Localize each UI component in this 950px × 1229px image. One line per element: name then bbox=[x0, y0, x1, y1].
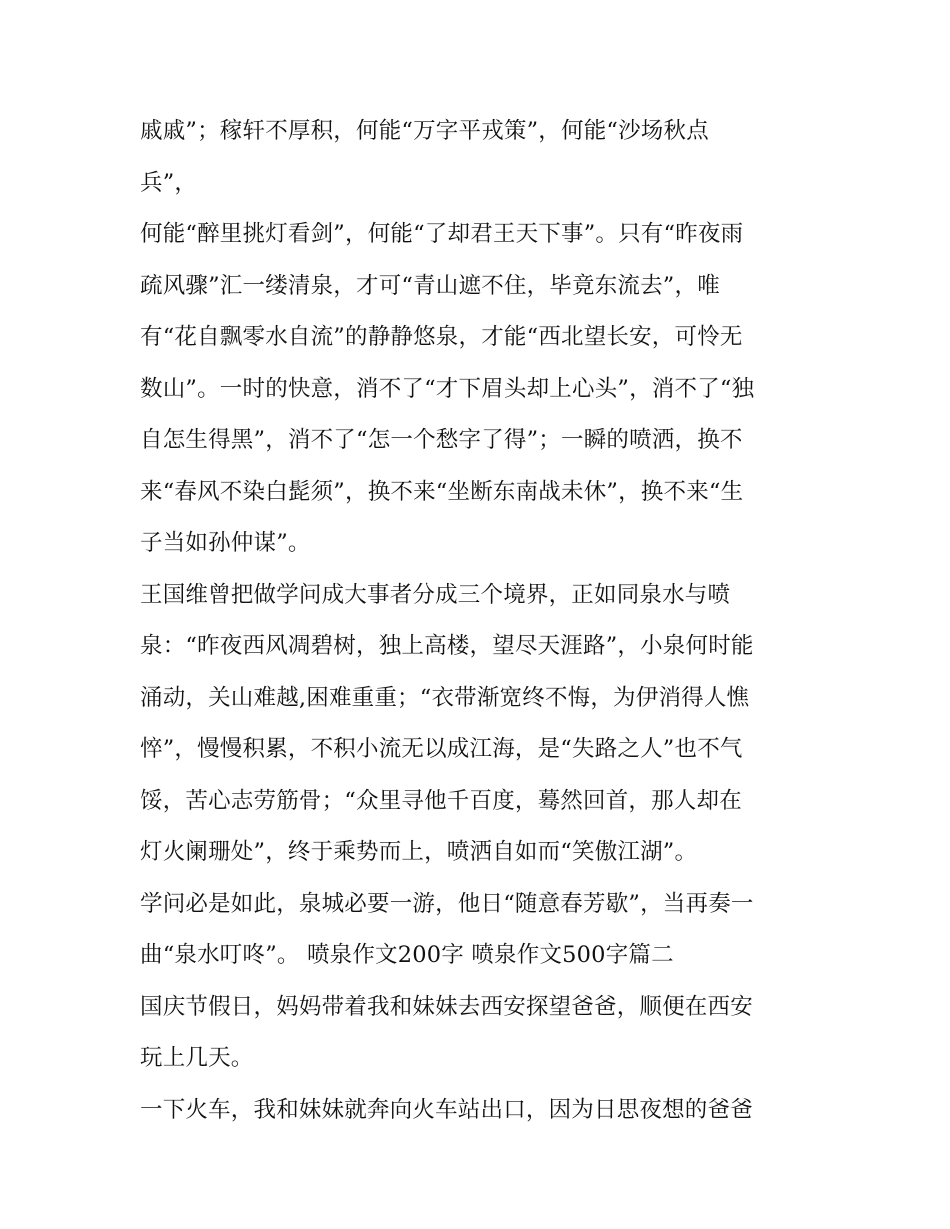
text-line: 灯火阑珊处”，终于乘势而上，喷洒自如而“笑傲江湖”。 bbox=[140, 839, 698, 865]
text-line: 涌动，关山难越,困难重重；“衣带渐宽终不悔，为伊消得人憔 bbox=[140, 684, 750, 711]
text-line: 戚戚”；稼轩不厚积，何能“万字平戎策”，何能“沙场秋点 bbox=[140, 118, 709, 144]
text-line: 玩上几天。 bbox=[140, 1045, 254, 1071]
text-line: 学问必是如此，泉城必要一游，他日“随意春芳歇”，当再奏一 bbox=[140, 890, 754, 917]
text-line: 何能“醉里挑灯看剑”，何能“了却君王天下事”。只有“昨夜雨 bbox=[140, 221, 744, 247]
text-line: 泉：“昨夜西风凋碧树，独上高楼，望尽天涯路”，小泉何时能 bbox=[140, 633, 754, 659]
text-line: 曲“泉水叮咚”。 喷泉作文200字 喷泉作文500字篇二 bbox=[140, 942, 674, 968]
text-line: 数山”。一时的快意，消不了“才下眉头却上心头”，消不了“独 bbox=[140, 375, 755, 402]
text-line: 馁，苦心志劳筋骨；“众里寻他千百度，蓦然回首，那人却在 bbox=[140, 787, 742, 814]
text-line: 国庆节假日，妈妈带着我和妹妹去西安探望爸爸，顺便在西安 bbox=[140, 993, 753, 1020]
text-line: 有“花自飘零水自流”的静静悠泉，才能“西北望长安，可怜无 bbox=[140, 324, 743, 350]
text-line: 悴”，慢慢积累，不积小流无以成江海，是“失路之人”也不气 bbox=[140, 736, 743, 762]
text-line: 王国维曾把做学问成大事者分成三个境界，正如同泉水与喷 bbox=[140, 581, 731, 608]
body-text bbox=[140, 110, 830, 1140]
text-line: 一下火车，我和妹妹就奔向火车站出口，因为日思夜想的爸爸 bbox=[140, 1096, 753, 1123]
text-line: 来“春风不染白髭须”，换不来“坐断东南战未休”，换不来“生 bbox=[140, 478, 744, 505]
text-line: 子当如孙仲谋”。 bbox=[140, 530, 311, 556]
text-line: 自怎生得黑”，消不了“怎一个愁字了得”；一瞬的喷洒，换不 bbox=[140, 427, 743, 453]
text-line: 疏风骤”汇一缕清泉，才可“青山遮不住，毕竟东流去”，唯 bbox=[140, 272, 720, 299]
text-line: 兵”， bbox=[140, 169, 198, 196]
